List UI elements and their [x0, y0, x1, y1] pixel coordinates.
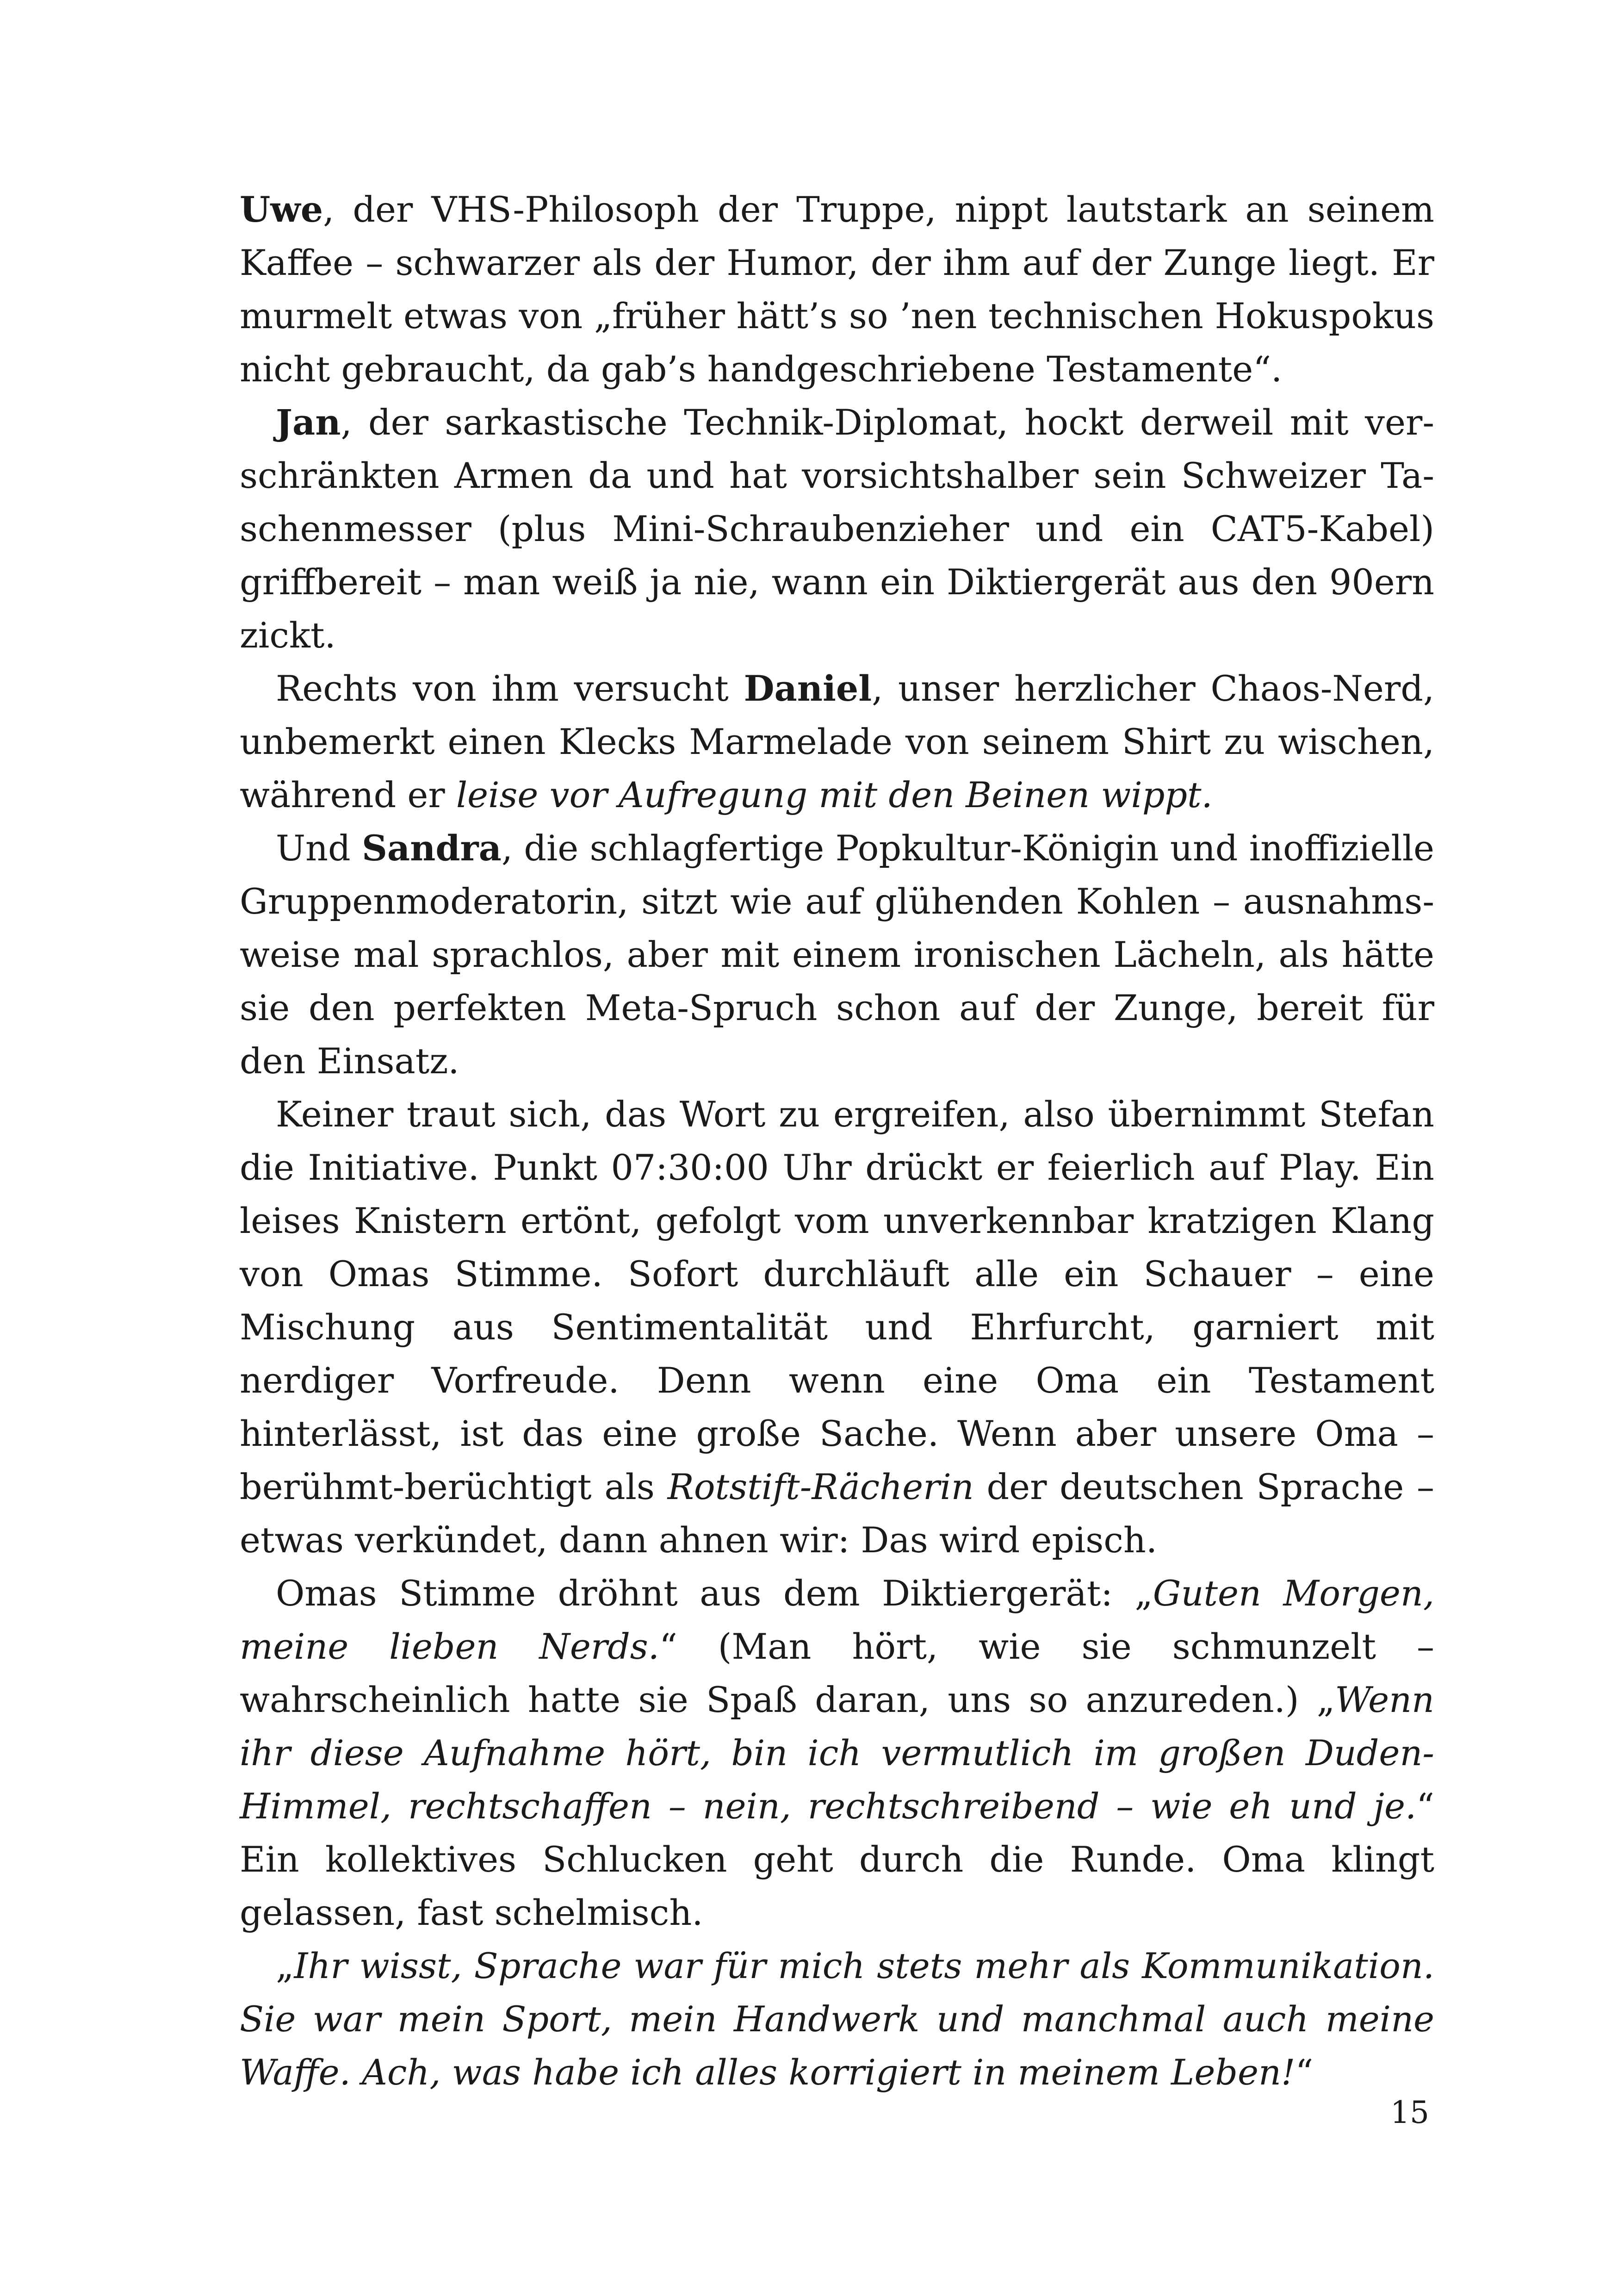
text-run: “ Ein kollektives Schlucken geht durch die Runde. Oma klingt gelassen, fast schelmisch. [240, 1786, 1434, 1933]
paragraph [240, 1088, 1434, 1567]
character-name: Jan [276, 402, 341, 443]
italic-text: Ihr wisst, Sprache war für mich stets mehr als Kommunikation. Sie war mein Sport, mein Handwerk und manchmal auch meine Waffe. Ach, was habe ich alles korrigiert in meinem Leben! [240, 1945, 1434, 2093]
text-run: Rechts von ihm versucht [276, 668, 744, 709]
character-name: Sandra [362, 828, 502, 869]
text-run: Keiner traut sich, das Wort zu ergreifen, also übernimmt Stefan die Initiative. Punkt 07:30:00 Uhr drückt er feierlich auf Play. Ein leises Knistern ertönt, gefolgt vom unverkennbar kratzigen Klang von Omas Stimme. Sofort durchläuft alle ein Schauer – eine Mischung aus Sentimentalität und Ehrfurcht, garniert mit nerdiger Vorfreude. Denn wenn eine Oma ein Testament hinterlässt, ist das eine große Sache. Wenn aber unsere Oma – berühmt-berüchtigt als [240, 1094, 1434, 1507]
text-run: , die schlagfertige Popkultur-Königin und inoffizielle Gruppenmoderatorin, sitzt wie auf glühenden Kohlen – ausnahmsweise mal sprachlos, aber mit einem ironischen Lächeln, als hätte sie den perfekten Meta-Spruch schon auf der Zunge, bereit für den Einsatz. [240, 828, 1434, 1082]
paragraph [240, 821, 1434, 1088]
character-name: Daniel [744, 668, 872, 709]
paragraph [240, 183, 1434, 396]
character-name: Uwe [240, 189, 323, 230]
italic-text: leise vor Aufregung mit den Beinen wippt. [456, 774, 1213, 815]
text-run: , der sarkastische Technik-Diplomat, hockt derweil mit verschränkten Armen da und hat vorsichtshalber sein Schweizer Taschenmesser (plus Mini-Schraubenzieher und ein CAT5-Kabel) griffbereit – man weiß ja nie, wann ein Diktiergerät aus den 90ern zickt. [240, 402, 1434, 656]
text-run: “ [1295, 2052, 1314, 2093]
italic-text: Rotstift-Rächerin [667, 1466, 974, 1507]
paragraph [240, 396, 1434, 662]
text-run: Und [276, 828, 362, 869]
italic-text: Wenn ihr diese Aufnahme hört, bin ich vermutlich im großen Duden-Himmel, rechtschaffen – nein, rechtschreibend – wie eh und je. [240, 1679, 1434, 1827]
text-run: , unser herzlicher Chaos-Nerd, unbemerkt einen Klecks Marmelade von seinem Shirt zu wischen, während er [240, 668, 1435, 815]
body-text [240, 183, 1434, 2099]
paragraph [240, 1567, 1434, 1939]
text-run: „ [276, 1945, 294, 1986]
text-run: “ (Man hört, wie sie schmunzelt – wahrscheinlich hatte sie Spaß daran, uns so anzureden.) „ [240, 1626, 1434, 1720]
paragraph [240, 1939, 1434, 2099]
italic-text: Guten Morgen, meine lieben Nerds. [240, 1573, 1435, 1667]
text-run: der deutschen Sprache – etwas verkündet, dann ahnen wir: Das wird episch. [240, 1466, 1434, 1561]
text-run: , der VHS-Philosoph der Truppe, nippt lautstark an seinem Kaffee – schwarzer als der Humor, der ihm auf der Zunge liegt. Er murmelt etwas von „früher hätt’s so ’nen technischen Hokuspokus nicht gebraucht, da gab’s handgeschriebene Testamente“. [240, 189, 1434, 390]
text-run: Omas Stimme dröhnt aus dem Diktiergerät: „ [276, 1573, 1153, 1614]
paragraph [240, 662, 1434, 821]
page-number: 15 [1390, 2095, 1429, 2130]
